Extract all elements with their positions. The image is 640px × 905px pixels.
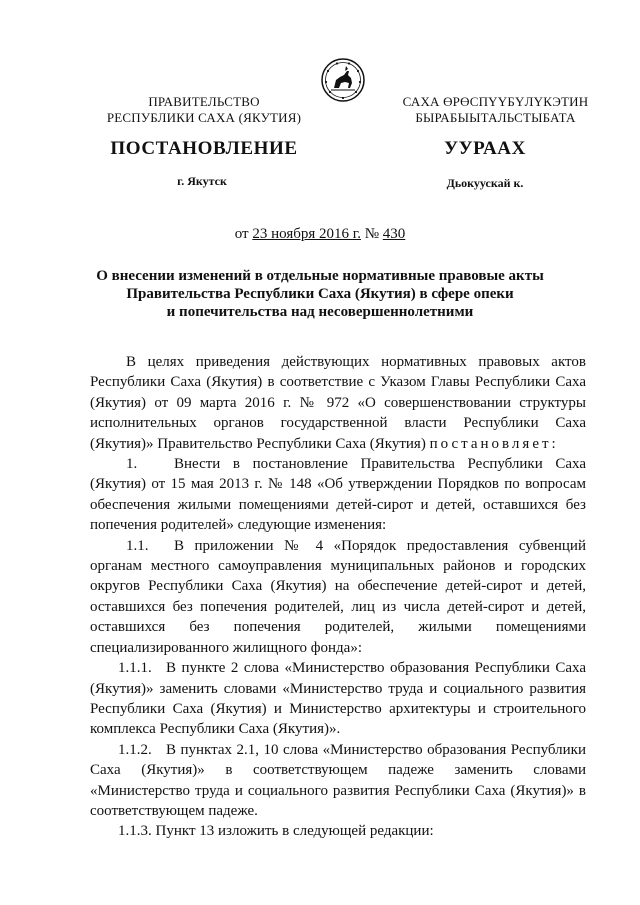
government-name-line2: РЕСПУБЛИКИ САХА (ЯКУТИЯ) — [106, 110, 302, 125]
document-title — [80, 267, 560, 321]
government-name-yakut-line1: САХА ӨРӨСПҮҮБҮЛҮКЭТИН — [402, 94, 589, 109]
clause-1-1-1-text: В пункте 2 слова «Министерство образования Республики Саха (Якутия)» заменить словами «Министерство труда и социального развития Республики Саха (Якутия) и Министерство архитектуры и строительного комплекса Республики Саха (Якутия)». — [90, 660, 586, 738]
city-yakut: Дьокуускай к. — [446, 176, 524, 190]
document-body — [90, 352, 586, 842]
clause-1-1-3: 1.1.3. Пункт 13 изложить в следующей редакции: — [118, 823, 434, 840]
document-number: 430 — [382, 226, 406, 242]
clause-1-1-number: 1.1. — [126, 537, 149, 554]
clause-1-1-1-number: 1.1.1. — [118, 660, 152, 677]
government-header — [104, 94, 304, 126]
doctype-yakut: УУРААХ — [444, 138, 526, 159]
preamble-paragraph — [90, 352, 586, 454]
clause-1-1-text: В приложении № 4 «Порядок предоставления субвенций органам местного самоуправления муниципальных районов и городских округов Республики Саха (Якутия) на обеспечение детей-сирот и детей, оставшихся без попечения родителей, лиц из числа детей-сирот и детей, оставшихся без попечения родителей, жилыми помещениями специализированного жилищного фонда»: — [90, 537, 586, 656]
preamble-text: В целях приведения действующих нормативных правовых актов Республики Саха (Якутия) в соответствие с Указом Главы Республики Саха (Якутия) от 09 марта 2016 г. № 972 «О совершенствовании структуры исполнительных органов государственной власти Республики Саха (Якутия)» Правительство Республики Саха (Якутия) — [90, 354, 586, 452]
clause-1-1 — [90, 536, 586, 658]
clause-1-number: 1. — [126, 456, 138, 473]
date-prefix: от — [234, 226, 253, 242]
resolves-word: постановляет: — [429, 435, 559, 452]
doctype-russian: ПОСТАНОВЛЕНИЕ — [110, 138, 298, 159]
clause-1-text: Внести в постановление Правительства Республики Саха (Якутия) от 15 мая 2013 г. № 148 «Об утверждении Порядков по вопросам обеспечения жилыми помещениями детей-сирот и детей, оставшихся без попечения родителей» следующие изменения: — [90, 456, 586, 534]
clause-1-1-2-number: 1.1.2. — [118, 741, 152, 758]
government-name-yakut-line2: БЫРАБЫЫТАЛЬСТЫБАТА — [415, 110, 576, 125]
clause-1-1-2-text: В пунктах 2.1, 10 слова «Министерство образования Республики Саха (Якутия)» в соответствующем падеже заменить словами «Министерство труда и социального развития Республики Саха (Якутия)» в соответствующем падеже. — [90, 741, 586, 819]
number-label: № — [360, 226, 383, 242]
title-line1: О внесении изменений в отдельные нормативные правовые акты — [96, 268, 544, 284]
government-header-yakut — [388, 94, 603, 126]
document-date: 23 ноября 2016 г. — [252, 226, 361, 242]
title-line2: Правительства Республики Саха (Якутия) в сфере опеки — [126, 286, 514, 302]
city-russian: г. Якутск — [177, 174, 227, 188]
date-number-line — [0, 226, 640, 243]
clause-1 — [90, 454, 586, 536]
clause-1-1-2 — [90, 740, 586, 822]
clause-1-1-1 — [90, 658, 586, 740]
government-name-line1: ПРАВИТЕЛЬСТВО — [148, 94, 260, 109]
coat-of-arms-emblem — [321, 58, 365, 102]
title-line3: и попечительства над несовершеннолетними — [166, 304, 474, 320]
